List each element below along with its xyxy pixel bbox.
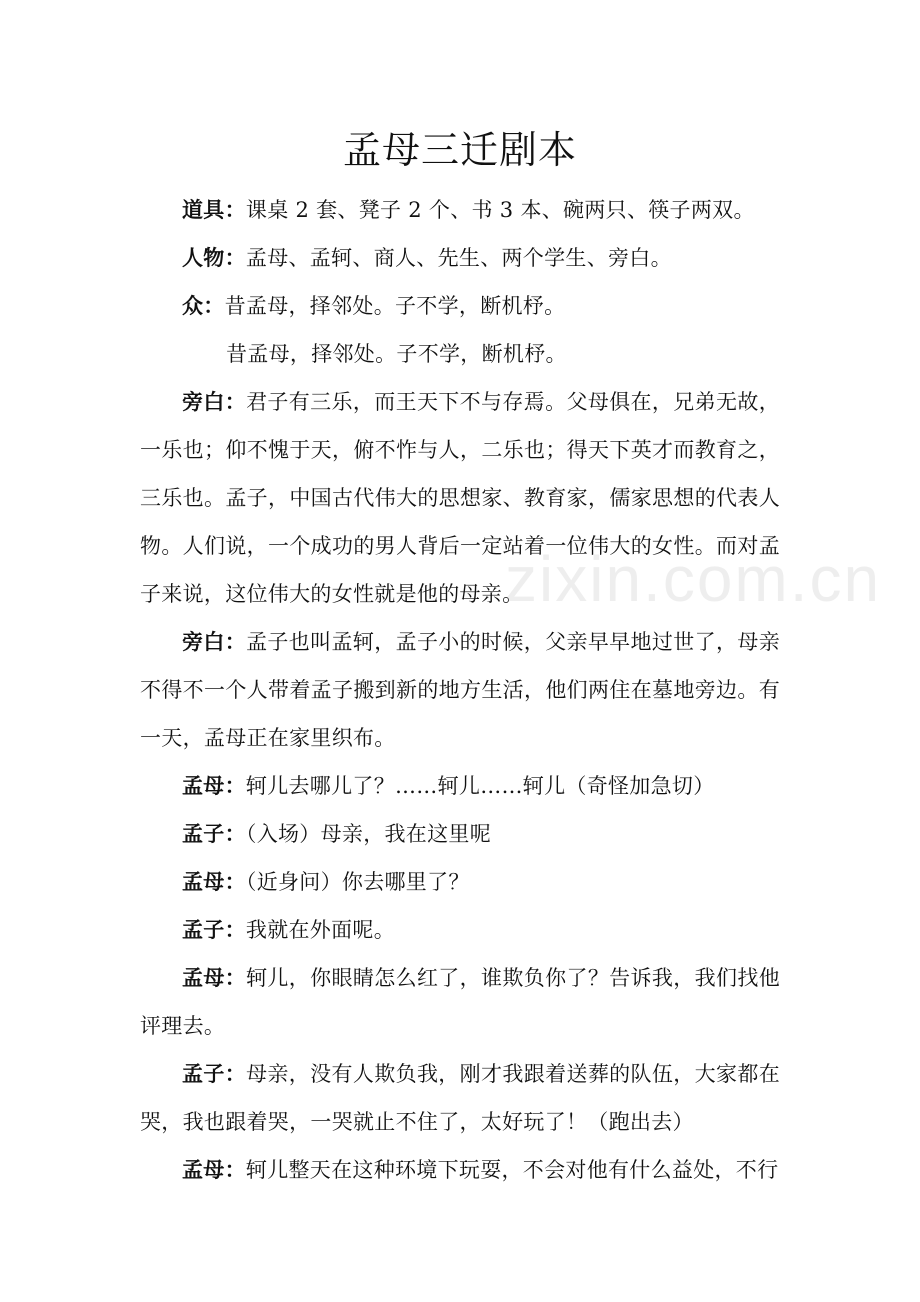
speaker-label: 旁白： [182,630,247,654]
dialogue-line [140,762,780,810]
paragraph-text: 孟子也叫孟轲，孟子小的时候，父亲早早地过世了，母亲不得不一个人带着孟子搬到新的地方生活，他们两住在墓地旁边。有一天，孟母正在家里织布。 [140,630,780,750]
chorus-line-repeat [140,330,780,378]
watermark: zixin.com.cn [505,543,882,615]
speaker-label: 孟子： [182,1062,247,1086]
paragraph-text: 课桌 2 套、凳子 2 个、书 3 本、碗两只、筷子两双。 [245,198,755,222]
characters-paragraph [140,234,780,282]
paragraph-text: 昔孟母，择邻处。子不学，断机杼。 [226,342,567,366]
paragraph-text: 轲儿，你眼睛怎么红了，谁欺负你了？告诉我，我们找他评理去。 [140,966,780,1038]
speaker-label: 道具： [182,198,246,222]
paragraph-text: 我就在外面呢。 [245,918,396,942]
dialogue-line [140,1146,780,1194]
dialogue-line [140,954,780,1050]
dialogue-line [140,858,780,906]
dialogue-line [140,810,780,858]
narration-paragraph [140,618,780,762]
speaker-label: 孟子： [182,822,246,846]
page-title: 孟母三迁剧本 [342,128,577,172]
paragraph-text: 昔孟母，择邻处。子不学，断机杼。 [224,294,566,318]
chorus-line [140,282,780,330]
paragraph-text: （近身问）你去哪里了？ [245,870,470,894]
speaker-label: 孟母： [182,870,246,894]
dialogue-line [140,906,780,954]
dialogue-line [140,1050,780,1146]
paragraph-text: 轲儿整天在这种环境下玩耍，不会对他有什么益处，不行 [245,1158,779,1182]
paragraph-text: （入场）母亲，我在这里呢 [245,822,492,846]
speaker-label: 旁白： [182,390,247,414]
speaker-label: 孟母： [182,1158,246,1182]
props-paragraph [140,186,780,234]
speaker-label: 众： [182,294,225,318]
paragraph-text: 轲儿去哪儿了？……轲儿……轲儿（奇怪加急切） [245,774,715,798]
paragraph-text: 君子有三乐，而王天下不与存焉。父母俱在，兄弟无故，一乐也；仰不愧于天，俯不怍与人，二乐也；得天下英才而教育之，三乐也。孟子，中国古代伟大的思想家、教育家，儒家思想的代表人物。人们说，一个成功的男人背后一定站着一位伟大的女性。而对孟子来说，这位伟大的女性就是他的母亲。 [140,390,780,606]
paragraph-text: 孟母、孟轲、商人、先生、两个学生、旁白。 [245,246,672,270]
speaker-label: 人物： [182,246,246,270]
paragraph-text: 母亲，没有人欺负我，刚才我跟着送葬的队伍，大家都在哭，我也跟着哭，一哭就止不住了，太好玩了！（跑出去） [140,1062,780,1134]
speaker-label: 孟母： [182,966,247,990]
script-body [140,186,780,1194]
speaker-label: 孟母： [182,774,246,798]
speaker-label: 孟子： [182,918,246,942]
narration-paragraph [140,378,780,618]
